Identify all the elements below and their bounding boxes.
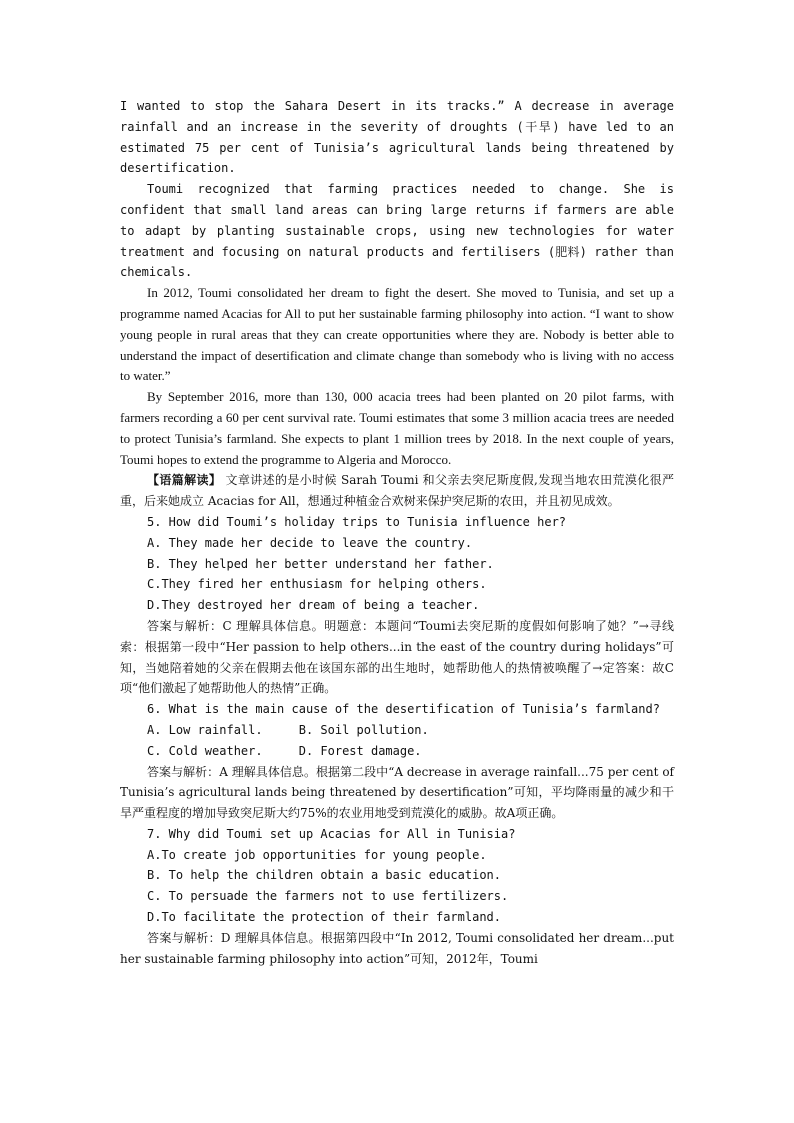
interpretation-text: 文章讲述的是小时候 Sarah Toumi 和父亲去突尼斯度假,发现当地农田荒漠化很严重，后来她成立 Acacias for All，想通过种植金合欢树来保护突尼斯的农田，并且初见成效。 (120, 473, 674, 509)
question-6-stem: 6. What is the main cause of the desertification of Tunisia’s farmland? (147, 702, 660, 717)
question-7-option-d: D.To facilitate the protection of their farmland. (147, 910, 502, 925)
question-7-option-b: B. To help the children obtain a basic education. (147, 868, 502, 883)
question-7-stem: 7. Why did Toumi set up Acacias for All in Tunisia? (147, 826, 516, 841)
document-page (120, 96, 674, 969)
question-6-options-ab: A. Low rainfall. B. Soil pollution. (147, 722, 429, 737)
question-5-option-b: B. They helped her better understand her father. (147, 556, 494, 571)
question-6-options-cd: C. Cold weather. D. Forest damage. (147, 743, 422, 758)
text-interpretation (120, 470, 674, 512)
passage-paragraph-1: I wanted to stop the Sahara Desert in its tracks.” A decrease in average rainfall and an increase in the severity of droughts (干旱) have led to an estimated 75 per cent of Tunisia’s agricultural lands being threatened by desertification. (120, 99, 674, 176)
interpretation-label: 【语篇解读】 (147, 473, 222, 488)
question-5-option-c: C.They fired her enthusiasm for helping others. (147, 577, 487, 592)
question-7-answer: 答案与解析：D 理解具体信息。根据第四段中“In 2012, Toumi consolidated her dream...put her sustainable farming philosophy into action”可知，2012年，Toumi (120, 930, 674, 966)
question-5-answer: 答案与解析：C 理解具体信息。明题意：本题问“Toumi去突尼斯的度假如何影响了她？”→寻线索：根据第一段中“Her passion to help others...in the east of the country during holidays”可知，当她陪着她的父亲在假期去他在该国东部的出生地时，她帮助他人的热情被唤醒了→定答案：故C项“他们激起了她帮助他人的热情”正确。 (120, 618, 674, 696)
passage-paragraph-2: Toumi recognized that farming practices needed to change. She is confident that small land areas can bring large returns if farmers are able to adapt by planting sustainable crops, using new technologies for water treatment and focusing on natural products and fertilisers (肥料) rather than chemicals. (120, 182, 674, 280)
question-7-option-c: C. To persuade the farmers not to use fertilizers. (147, 889, 509, 904)
question-5-option-a: A. They made her decide to leave the country. (147, 535, 473, 550)
question-6-answer: 答案与解析：A 理解具体信息。根据第二段中“A decrease in average rainfall...75 per cent of Tunisia’s agricultural lands being threatened by desertification”可知，平均降雨量的减少和干旱严重程度的增加导致突尼斯大约75%的农业用地受到荒漠化的威胁。故A项正确。 (120, 764, 674, 821)
question-5-option-d: D.They destroyed her dream of being a teacher. (147, 598, 480, 613)
passage-paragraph-4: By September 2016, more than 130, 000 acacia trees had been planted on 20 pilot farms, with farmers recording a 60 per cent survival rate. Toumi estimates that some 3 million acacia trees are needed to protect Tunisia’s farmland. She expects to plant 1 million trees by 2018. In the next couple of years, Toumi hopes to extend the programme to Algeria and Morocco. (120, 389, 674, 467)
question-7-option-a: A.To create job opportunities for young people. (147, 847, 487, 862)
passage-paragraph-3: In 2012, Toumi consolidated her dream to fight the desert. She moved to Tunisia, and set up a programme named Acacias for All to put her sustainable farming philosophy into action. “I want to show young people in rural areas that they can create opportunities where they are. Nobody is better able to understand the impact of desertification and climate change than somebody who is living with no access to water.” (120, 285, 674, 384)
question-5-stem: 5. How did Toumi’s holiday trips to Tunisia influence her? (147, 514, 567, 529)
